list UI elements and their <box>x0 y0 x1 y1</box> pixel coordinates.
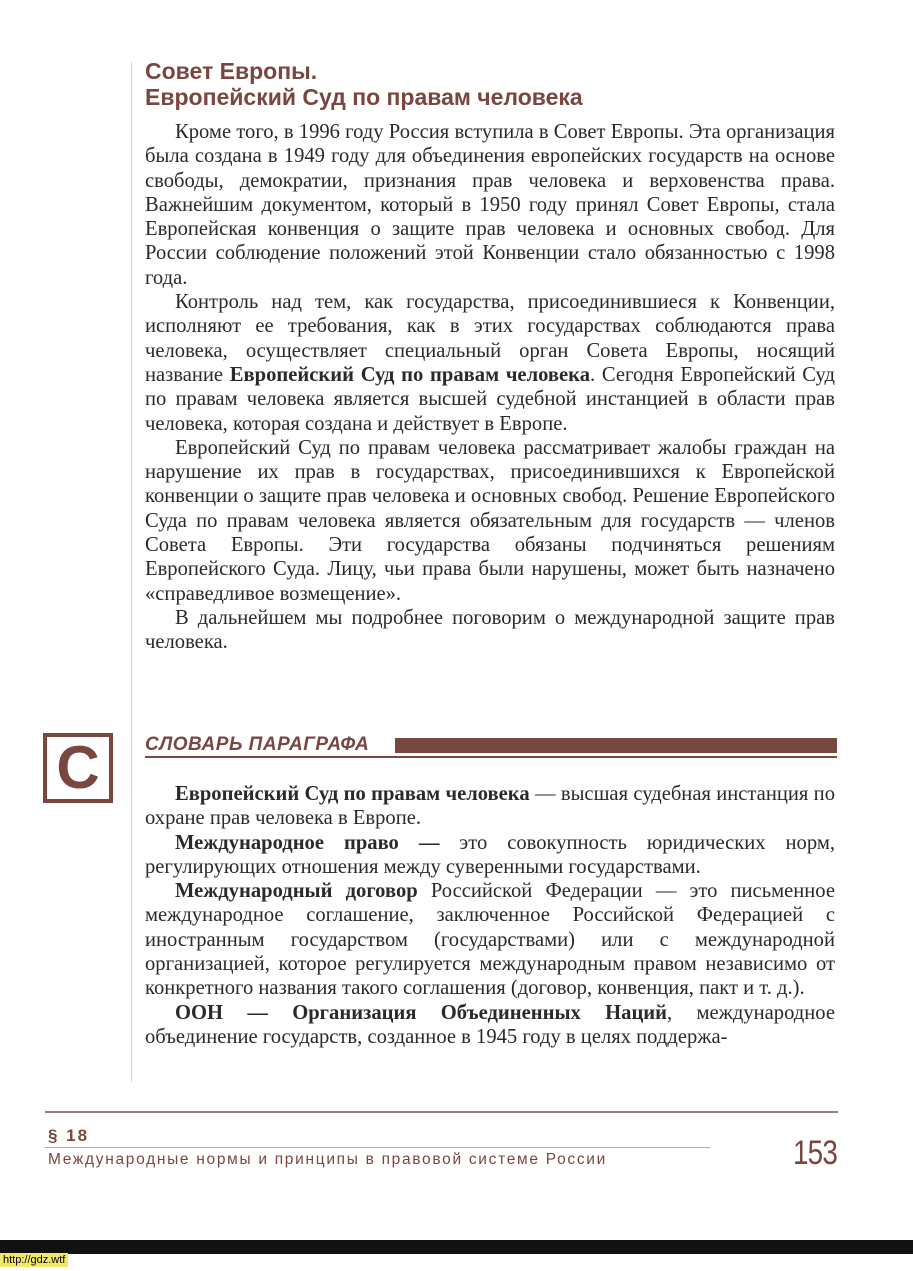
vocab-title-bar <box>395 738 837 753</box>
vocab-entry <box>145 1001 835 1050</box>
heading-line-1: Совет Европы. <box>145 58 318 84</box>
body-text <box>145 120 835 655</box>
footer-subrule <box>45 1147 710 1148</box>
vocab-list <box>145 782 835 1049</box>
section-heading <box>145 58 583 110</box>
vocab-definition: — высшая судебная инстанция по охране прав человека в Европе. <box>145 783 835 830</box>
paragraph-4: В дальнейшем мы подробнее поговорим о международной защите прав человека. <box>145 606 835 654</box>
margin-rule <box>131 62 132 1082</box>
vocab-term: Международный договор <box>175 880 418 903</box>
vocab-term: ООН — Организация Объединенных Наций <box>175 1001 668 1024</box>
heading-line-2: Европейский Суд по правам человека <box>145 84 583 110</box>
chapter-title: Международные нормы и принципы в правовой системе России <box>48 1151 608 1168</box>
vocab-definition: , международное объединение государств, созданное в 1945 году в целях поддержа- <box>145 1001 835 1048</box>
vocab-term: Международное право — <box>175 831 440 854</box>
vocab-entry <box>145 782 835 831</box>
paragraph-2 <box>145 290 835 436</box>
vocab-title: СЛОВАРЬ ПАРАГРАФА <box>145 734 370 755</box>
vocab-definition: Российской Федерации — это письменное международное соглашение, заключенное Российской Федерацией с иностранным государством (государствами) или с международной организацией, которое регулируется международным правом независимо от конкретного названия такого соглашения (договор, конвенция, пакт и т. д.). <box>145 880 835 1000</box>
paragraph-1: Кроме того, в 1996 году Россия вступила в Совет Европы. Эта организация была создана в 1949 году для объединения европейских государств на основе свободы, демократии, признания прав человека и верховенства права. Важнейшим документом, который в 1950 году принял Совет Европы, стала Европейская конвенция о защите прав человека и основных свобод. Для России соблюдение положений этой Конвенции стало обязанностью с 1998 года. <box>145 121 835 289</box>
paragraph-2-start: Контроль над тем, как государства, присоединившиеся к Конвенции, исполняют ее требования, как в этих государствах соблюдаются права человека, осуществляет специальный орган Совета Европы, носящий название <box>145 291 835 386</box>
vocab-entry <box>145 879 835 1000</box>
page-number: 153 <box>793 1134 838 1172</box>
vocab-badge: С <box>43 733 113 803</box>
vocab-entry <box>145 831 835 880</box>
vocab-underline <box>145 756 837 758</box>
paragraph-3: Европейский Суд по правам человека рассматривает жалобы граждан на нарушение их прав в государствах, присоединившихся к Европейской конвенции о защите прав человека и основных свобод. Решение Европейского Суда по правам человека является обязательным для государств — членов Совета Европы. Эти государства обязаны подчиняться решениям Европейского Суда. Лицу, чьи права были нарушены, может быть назначено «справедливое возмещение». <box>145 436 835 605</box>
vocab-term: Европейский Суд по правам человека <box>175 783 530 805</box>
watermark-link[interactable]: http://gdz.wtf <box>0 1253 68 1267</box>
section-number: § 18 <box>48 1126 90 1145</box>
paragraph-2-end: . Сегодня Европейский Суд по правам человека является высшей судебной инстанцией в области прав человека, которая создана и действует в Европе. <box>145 363 835 435</box>
key-term: Европейский Суд по правам человека <box>229 363 591 386</box>
scan-edge <box>0 1240 913 1254</box>
footer-rule <box>45 1111 838 1113</box>
vocab-definition: это совокупность юридических норм, регулирующих отношения между суверенными государствами. <box>145 831 836 878</box>
